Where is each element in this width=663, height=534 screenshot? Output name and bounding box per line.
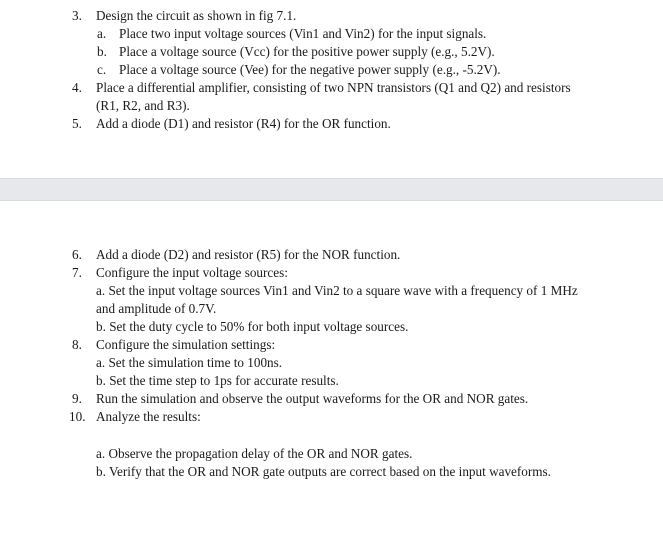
step-text: Place a voltage source (Vcc) for the positive power supply (e.g., 5.2V). [119, 44, 495, 59]
step-number: 9. [72, 391, 82, 406]
step-number: a. [97, 26, 107, 41]
step-text: a. Observe the propagation delay of the OR and NOR gates. [96, 446, 413, 461]
step-number: 4. [72, 80, 82, 95]
step-text: a. Set the input voltage sources Vin1 and Vin2 to a square wave with a frequency of 1 MHz [96, 283, 578, 298]
step-text: b. Set the duty cycle to 50% for both input voltage sources. [96, 319, 409, 334]
step-text: Place a differential amplifier, consisting of two NPN transistors (Q1 and Q2) and resistors [96, 80, 571, 95]
step-text: a. Set the simulation time to 100ns. [96, 355, 283, 370]
step-text: (R1, R2, and R3). [96, 98, 190, 113]
document-page-bottom [0, 201, 663, 534]
step-text: Place two input voltage sources (Vin1 and Vin2) for the input signals. [119, 26, 487, 41]
page-divider [0, 178, 663, 201]
step-text: Analyze the results: [96, 409, 201, 424]
step-text: b. Set the time step to 1ps for accurate results. [96, 373, 339, 388]
step-number: c. [97, 62, 107, 77]
step-text: b. Verify that the OR and NOR gate outputs are correct based on the input waveforms. [96, 464, 551, 479]
step-text: and amplitude of 0.7V. [96, 301, 217, 316]
step-number: 3. [72, 8, 82, 23]
step-text: Add a diode (D1) and resistor (R4) for the OR function. [96, 116, 391, 131]
step-text: Place a voltage source (Vee) for the negative power supply (e.g., -5.2V). [119, 62, 501, 77]
step-text: Configure the input voltage sources: [96, 265, 288, 280]
step-number: 7. [72, 265, 82, 280]
step-number: 6. [72, 247, 82, 262]
step-number: 5. [72, 116, 82, 131]
step-number: b. [97, 44, 107, 59]
step-text: Run the simulation and observe the output waveforms for the OR and NOR gates. [96, 391, 529, 406]
document-page-top [0, 0, 663, 178]
step-text: Add a diode (D2) and resistor (R5) for the NOR function. [96, 247, 401, 262]
step-number: 10. [69, 409, 86, 424]
step-number: 8. [72, 337, 82, 352]
step-text: Configure the simulation settings: [96, 337, 276, 352]
step-text: Design the circuit as shown in fig 7.1. [96, 8, 297, 23]
